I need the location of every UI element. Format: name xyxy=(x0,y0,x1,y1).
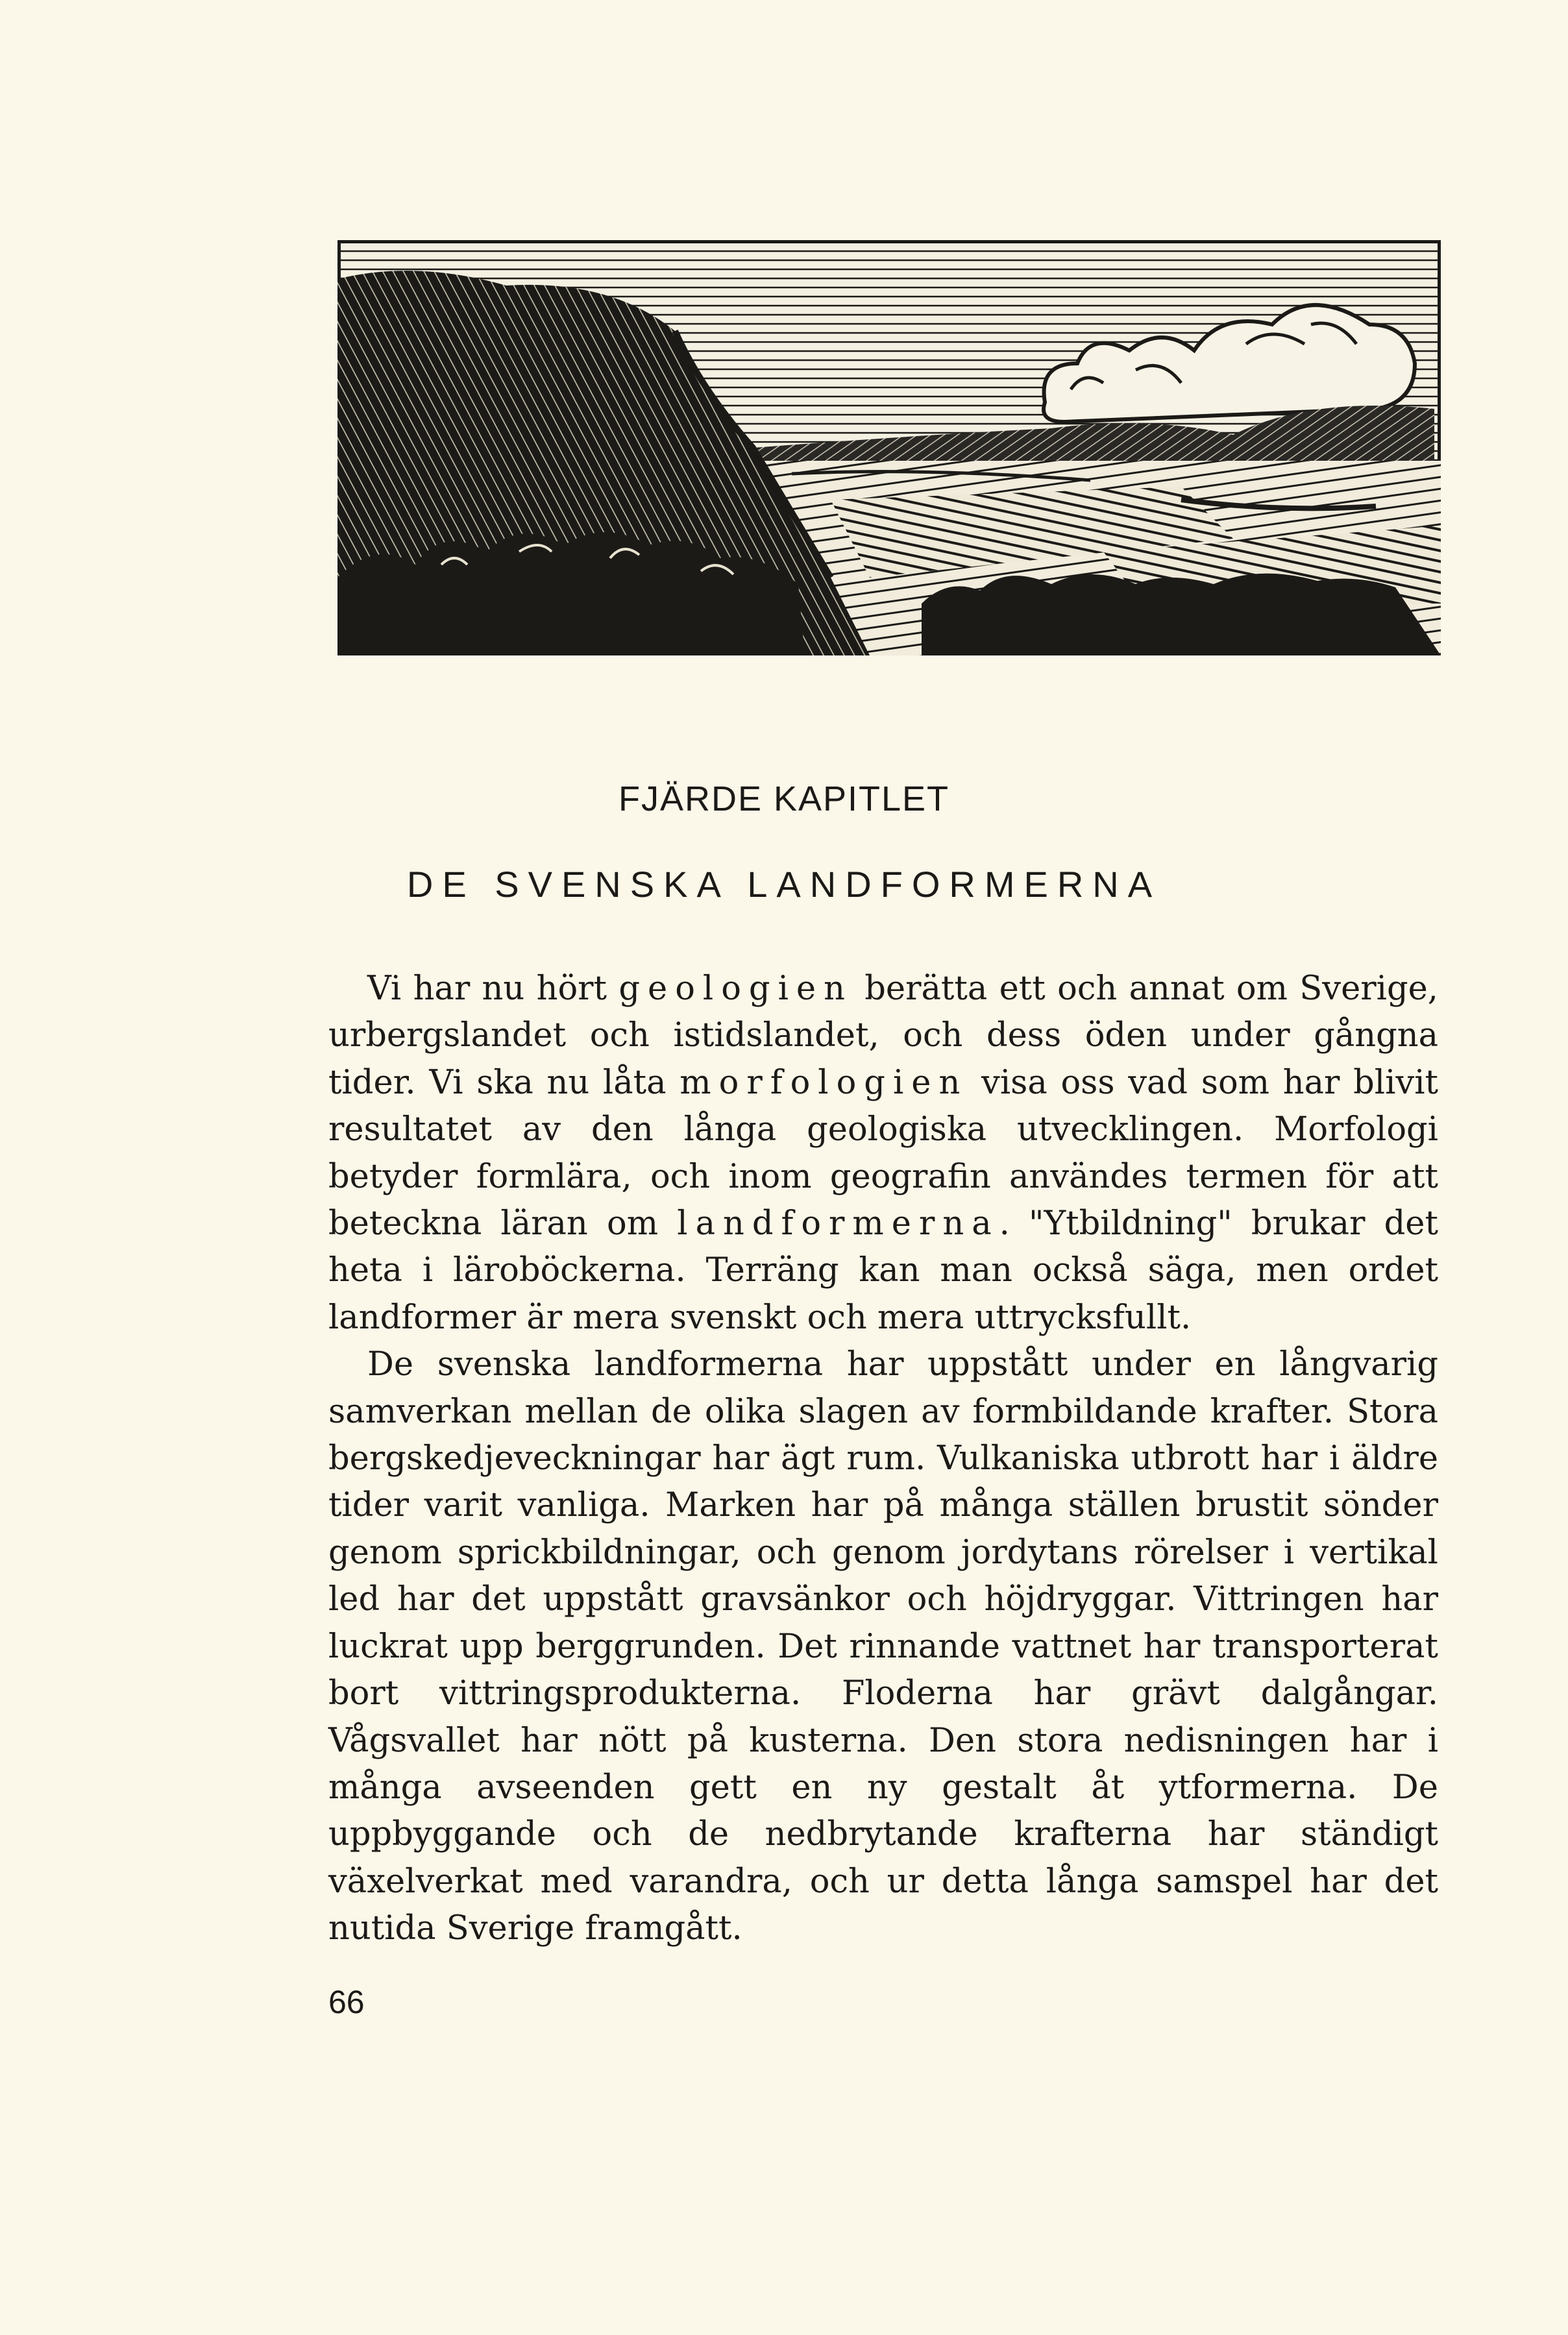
landscape-woodcut-illustration xyxy=(337,240,1441,655)
paragraph-1-text: Vi har nu hört xyxy=(367,970,619,1008)
body-text xyxy=(328,966,1438,1953)
emphasis-landformerna: landformerna xyxy=(677,1204,999,1243)
emphasis-geologien: geologien xyxy=(619,970,853,1008)
paragraph-1 xyxy=(328,966,1438,1341)
paragraph-1-text: . "Ytbildning" brukar det heta i läroböckerna. Terräng kan man också säga, men ordet landformer är mera svenskt och mera uttrycksfullt. xyxy=(328,1204,1438,1337)
chapter-label: FJÄRDE KAPITLET xyxy=(618,779,950,818)
paragraph-1-text: berätta ett och annat om Sverige, urbergslandet och istidslandet, och dess öden under gångna tider. Vi ska nu låta xyxy=(328,970,1438,1102)
paragraph-1-text: visa oss vad som har blivit resultatet av den långa geologiska utvecklingen. Morfologi betyder formlära, och inom geografin användes termen för att beteckna läran om xyxy=(328,1063,1438,1243)
paragraph-2: De svenska landformerna har uppstått under en långvarig samverkan mellan de olika slagen av formbildande krafter. Stora bergskedjeveckningar har ägt rum. Vulkaniska utbrott har i äldre tider varit vanliga. Marken har på många ställen brustit sönder genom sprickbildningar, och genom jordytans rörelser i vertikal led har det uppstått gravsänkor och höjdryggar. Vittringen har luckrat upp berggrunden. Det rinnande vattnet har transporterat bort vittringsprodukterna. Floderna har grävt dalgångar. Vågsvallet har nött på kusterna. Den stora nedisningen har i många avseenden gett en ny gestalt åt ytformerna. De uppbyggande och de nedbrytande krafterna har ständigt växelverkat med varandra, och ur detta långa samspel har det nutida Sverige framgått. xyxy=(328,1345,1438,1948)
emphasis-morfologien: morfologien xyxy=(680,1063,968,1102)
page-number: 66 xyxy=(328,1984,365,2020)
chapter-title: DE SVENSKA LANDFORMERNA xyxy=(406,864,1162,905)
